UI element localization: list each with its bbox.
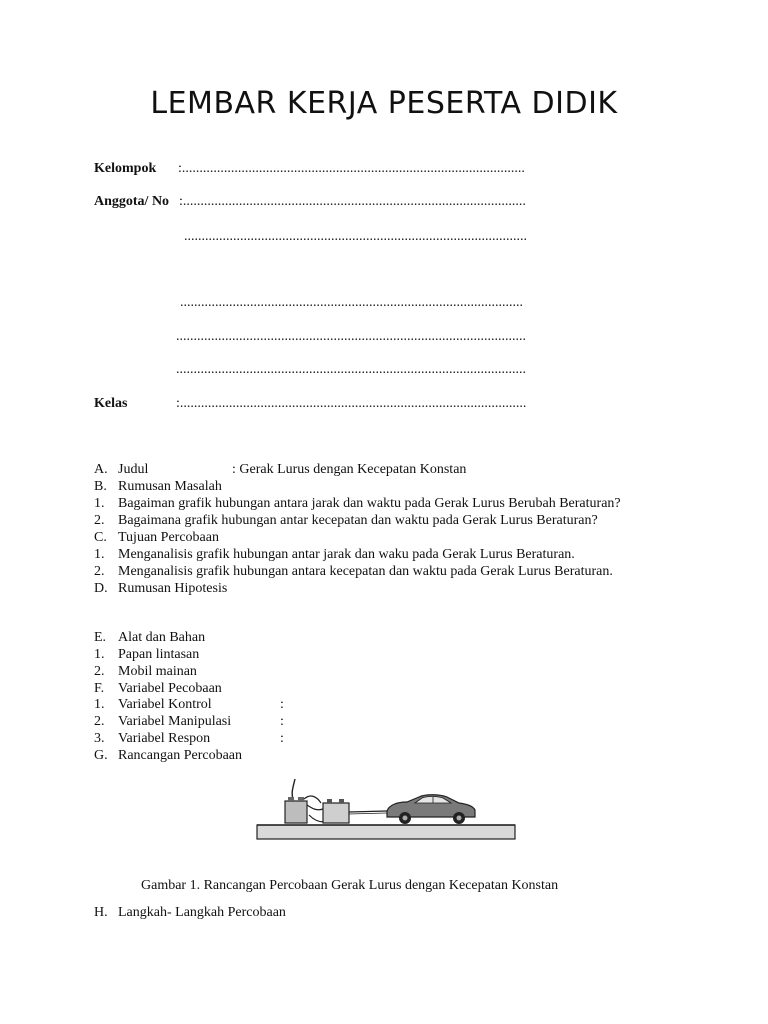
section-mark: F.: [94, 681, 105, 696]
list-item-number: 2.: [94, 513, 105, 528]
section-mark: H.: [94, 905, 108, 920]
section-d-label: Rumusan Hipotesis: [118, 581, 228, 596]
list-item-number: 1.: [94, 647, 105, 662]
section-d: [94, 581, 227, 597]
section-a: [94, 462, 148, 478]
list-item: [94, 697, 212, 713]
experiment-figure: [255, 775, 517, 843]
list-item-text: Menganalisis grafik hubungan antara kecepatan dan waktu pada Gerak Lurus Beraturan.: [118, 564, 613, 579]
list-item: [94, 564, 613, 580]
list-item-number: 1.: [94, 496, 105, 511]
section-g: [94, 748, 242, 764]
list-item-number: 2.: [94, 564, 105, 579]
list-item-number: 1.: [94, 547, 105, 562]
anggota-line[interactable]: ..................................................................................................: [180, 295, 523, 310]
section-mark: G.: [94, 748, 108, 763]
section-a-label: Judul: [118, 462, 149, 477]
list-item: [94, 664, 197, 680]
section-a-value: : Gerak Lurus dengan Kecepatan Konstan: [232, 462, 467, 477]
list-item-number: 1.: [94, 697, 105, 712]
ticker-timer-car-icon: [255, 775, 517, 843]
list-item-text: Bagaimana grafik hubungan antar kecepatan dan waktu pada Gerak Lurus Beraturan?: [118, 513, 598, 528]
list-item: [94, 731, 210, 747]
anggota-field[interactable]: :..................................................................................................: [179, 194, 526, 209]
list-item-number: 2.: [94, 664, 105, 679]
kelas-field[interactable]: :...................................................................................................: [176, 396, 527, 411]
page-title: LEMBAR KERJA PESERTA DIDIK: [150, 86, 618, 121]
list-item-text: Bagaiman grafik hubungan antara jarak dan waktu pada Gerak Lurus Berubah Beraturan?: [118, 496, 621, 511]
section-b: [94, 479, 222, 495]
anggota-line[interactable]: ....................................................................................................: [176, 362, 526, 377]
list-item: [94, 647, 199, 663]
section-mark: E.: [94, 630, 107, 645]
variable-colon: :: [280, 714, 284, 729]
kelompok-field[interactable]: :..................................................................................................: [178, 161, 525, 176]
section-f: [94, 681, 222, 697]
section-c-label: Tujuan Percobaan: [118, 530, 219, 545]
anggota-line[interactable]: ....................................................................................................: [176, 329, 526, 344]
section-mark: A.: [94, 462, 108, 477]
section-mark: B.: [94, 479, 107, 494]
section-b-label: Rumusan Masalah: [118, 479, 222, 494]
list-item-text: Variabel Kontrol: [118, 697, 212, 712]
list-item: [94, 513, 598, 529]
section-e-label: Alat dan Bahan: [118, 630, 206, 645]
section-f-label: Variabel Pecobaan: [118, 681, 222, 696]
anggota-label: Anggota/ No: [94, 194, 170, 209]
section-h-label: Langkah- Langkah Percobaan: [118, 905, 286, 920]
list-item: [94, 547, 575, 563]
kelas-label: Kelas: [94, 396, 128, 411]
list-item-text: Variabel Respon: [118, 731, 211, 746]
list-item-text: Variabel Manipulasi: [118, 714, 232, 729]
anggota-line[interactable]: ..................................................................................................: [184, 229, 527, 244]
list-item: [94, 714, 231, 730]
figure-caption: Gambar 1. Rancangan Percobaan Gerak Lurus dengan Kecepatan Konstan: [141, 878, 559, 893]
list-item-text: Mobil mainan: [118, 664, 197, 679]
list-item-number: 3.: [94, 731, 105, 746]
section-e: [94, 630, 205, 646]
section-g-label: Rancangan Percobaan: [118, 748, 242, 763]
kelompok-label: Kelompok: [94, 161, 157, 176]
section-c: [94, 530, 219, 546]
list-item-text: Menganalisis grafik hubungan antar jarak dan waku pada Gerak Lurus Beraturan.: [118, 547, 575, 562]
list-item-number: 2.: [94, 714, 105, 729]
section-h: [94, 905, 286, 921]
list-item-text: Papan lintasan: [118, 647, 200, 662]
list-item: [94, 496, 621, 512]
section-mark: C.: [94, 530, 107, 545]
section-mark: D.: [94, 581, 108, 596]
variable-colon: :: [280, 697, 284, 712]
variable-colon: :: [280, 731, 284, 746]
